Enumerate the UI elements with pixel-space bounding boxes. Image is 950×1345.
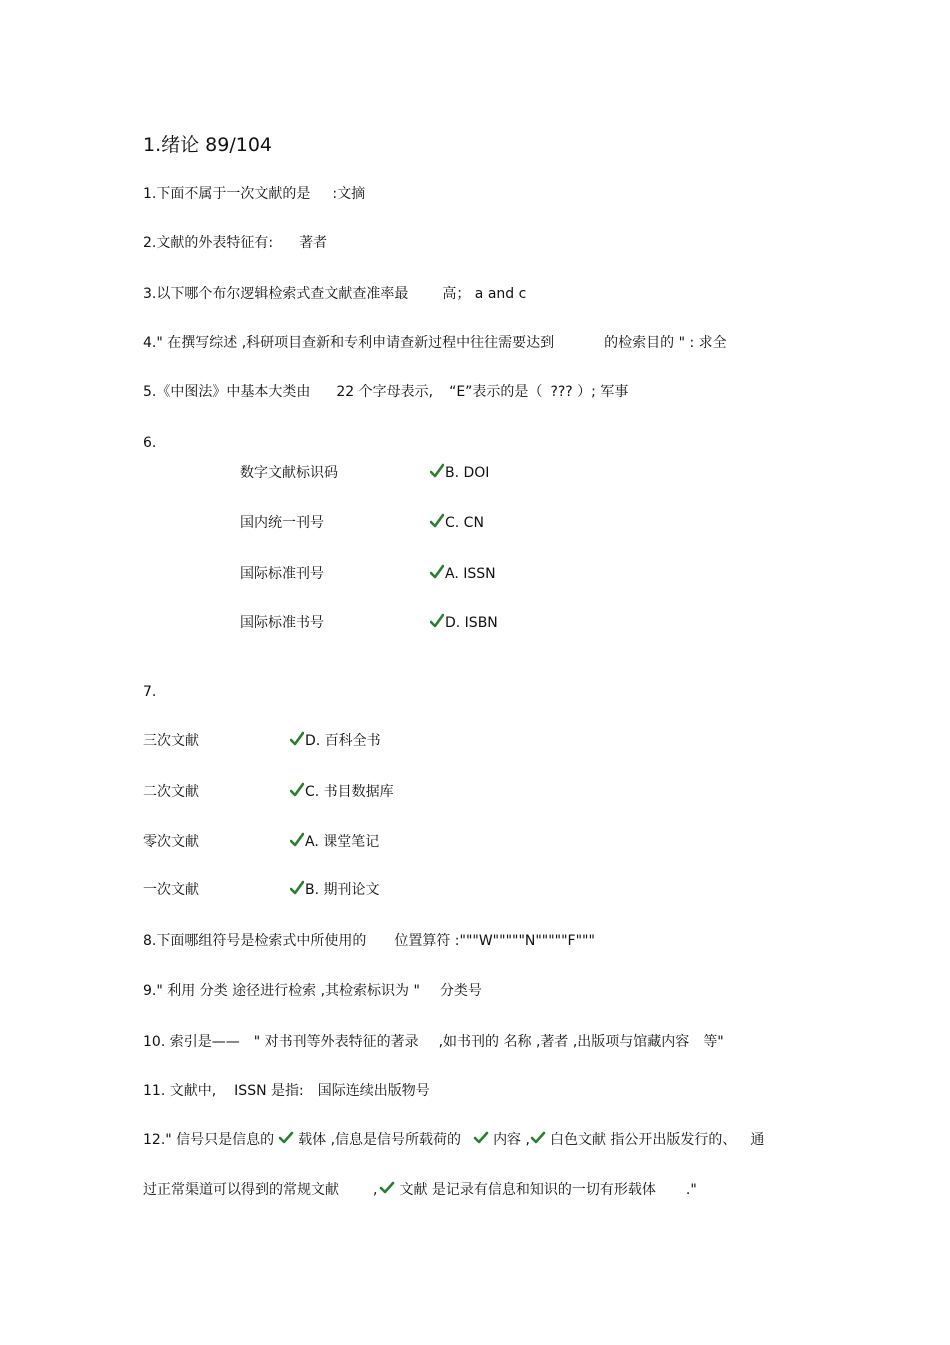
question-5-answer: ??? ）; 军事 — [550, 384, 629, 400]
question-2 — [143, 233, 327, 253]
q6-row-4-right — [430, 613, 498, 633]
question-11 — [143, 1081, 430, 1101]
question-12-text: 12." 信号只是信息的 — [143, 1132, 275, 1148]
question-11-term: ISSN 是指: — [234, 1083, 304, 1099]
question-2-text: 2.文献的外表特征有: — [143, 235, 274, 251]
q6-row-1-answer: B. DOI — [445, 465, 490, 481]
question-8-answer: 位置算符 :"""W"""""N"""""F""" — [394, 933, 595, 949]
q6-row-3-answer: A. ISSN — [445, 566, 496, 582]
question-10 — [143, 1032, 724, 1052]
q7-row-3-answer: A. 课堂笔记 — [305, 834, 380, 850]
question-7-number: 7. — [143, 684, 157, 700]
q7-row-3-right — [290, 832, 379, 852]
question-9-answer: 分类号 — [439, 983, 482, 999]
question-5-count: 22 个字母表示, — [336, 384, 434, 400]
question-4-text: 4." 在撰写综述 ,科研项目查新和专利申请查新过程中往往需要达到 — [143, 335, 555, 351]
question-11-answer: 国际连续出版物号 — [317, 1083, 430, 1099]
question-2-answer: 著者 — [299, 235, 328, 251]
q6-row-3-left: 国际标准刊号 — [240, 566, 324, 582]
q7-row-2-right — [290, 782, 394, 802]
check-icon — [430, 513, 444, 529]
question-12-line-1 — [143, 1130, 764, 1150]
check-icon — [290, 731, 304, 747]
question-10-answer-c: 等" — [703, 1034, 724, 1050]
question-12-answer-1: 载体 ,信息是信号所载荷的 — [298, 1132, 462, 1148]
q6-row-3-right — [430, 564, 496, 584]
question-10-answer-a: " 对书刊等外表特征的著录 — [253, 1034, 419, 1050]
check-icon — [278, 1130, 294, 1146]
question-12-text-2: 过正常渠道可以得到的常规文献 — [143, 1182, 339, 1198]
question-8 — [143, 931, 595, 951]
question-4-answer: 的检索目的 " : 求全 — [604, 335, 727, 351]
q7-row-2-left: 二次文献 — [143, 784, 199, 800]
q7-row-1-left: 三次文献 — [143, 733, 199, 749]
question-10-text: 10. 索引是—— — [143, 1034, 240, 1050]
question-11-text: 11. 文献中, — [143, 1083, 217, 1099]
check-icon — [290, 782, 304, 798]
question-3-answer: 高； a and c — [442, 286, 527, 302]
check-icon — [530, 1130, 546, 1146]
q6-row-1-right — [430, 463, 489, 483]
question-1 — [143, 184, 365, 204]
question-1-answer: :文摘 — [332, 186, 366, 202]
question-1-text: 1.下面不属于一次文献的是 — [143, 186, 311, 202]
question-5 — [143, 382, 628, 402]
question-12-answer-2: 内容 , — [493, 1132, 530, 1148]
question-6-number: 6. — [143, 435, 157, 451]
q7-row-1-answer: D. 百科全书 — [305, 733, 381, 749]
question-4 — [143, 333, 727, 353]
question-3 — [143, 284, 526, 304]
check-icon — [290, 880, 304, 896]
question-5-text: 5.《中图法》中基本大类由 — [143, 384, 311, 400]
q7-row-4-answer: B. 期刊论文 — [305, 882, 380, 898]
check-icon — [430, 613, 444, 629]
q6-row-4-left: 国际标准书号 — [240, 615, 324, 631]
check-icon — [290, 832, 304, 848]
q6-row-2-right — [430, 513, 484, 533]
question-12-continued: 通 — [750, 1132, 765, 1148]
q6-row-2-left: 国内统一刊号 — [240, 515, 324, 531]
question-12-end: ." — [685, 1182, 697, 1198]
check-icon — [473, 1130, 489, 1146]
q6-row-2-answer: C. CN — [445, 515, 484, 531]
question-12-answer-3: 白色文献 指公开出版发行的、 — [549, 1132, 737, 1148]
question-12-line-2 — [143, 1180, 697, 1200]
q6-row-1-left: 数字文献标识码 — [240, 465, 338, 481]
q7-row-2-answer: C. 书目数据库 — [305, 784, 394, 800]
question-9-text: 9." 利用 分类 途径进行检索 ,其检索标识为 " — [143, 983, 420, 999]
question-3-text: 3.以下哪个布尔逻辑检索式查文献查准率最 — [143, 286, 409, 302]
check-icon — [430, 564, 444, 580]
q7-row-4-right — [290, 880, 380, 900]
q6-row-4-answer: D. ISBN — [445, 615, 498, 631]
question-12-answer-4: 文献 是记录有信息和知识的一切有形载体 — [399, 1182, 656, 1198]
question-12-comma: , — [373, 1182, 378, 1198]
check-icon — [430, 463, 444, 479]
question-5-question: “E”表示的是（ — [449, 384, 543, 400]
question-9 — [143, 981, 482, 1001]
question-8-text: 8.下面哪组符号是检索式中所使用的 — [143, 933, 367, 949]
q7-row-4-left: 一次文献 — [143, 882, 199, 898]
q7-row-1-right — [290, 731, 381, 751]
q7-row-3-left: 零次文献 — [143, 834, 199, 850]
check-icon — [379, 1180, 395, 1196]
question-10-answer-b: ,如书刊的 名称 ,著者 ,出版项与馆藏内容 — [438, 1034, 690, 1050]
page-title: 1.绪论 89/104 — [143, 134, 273, 156]
